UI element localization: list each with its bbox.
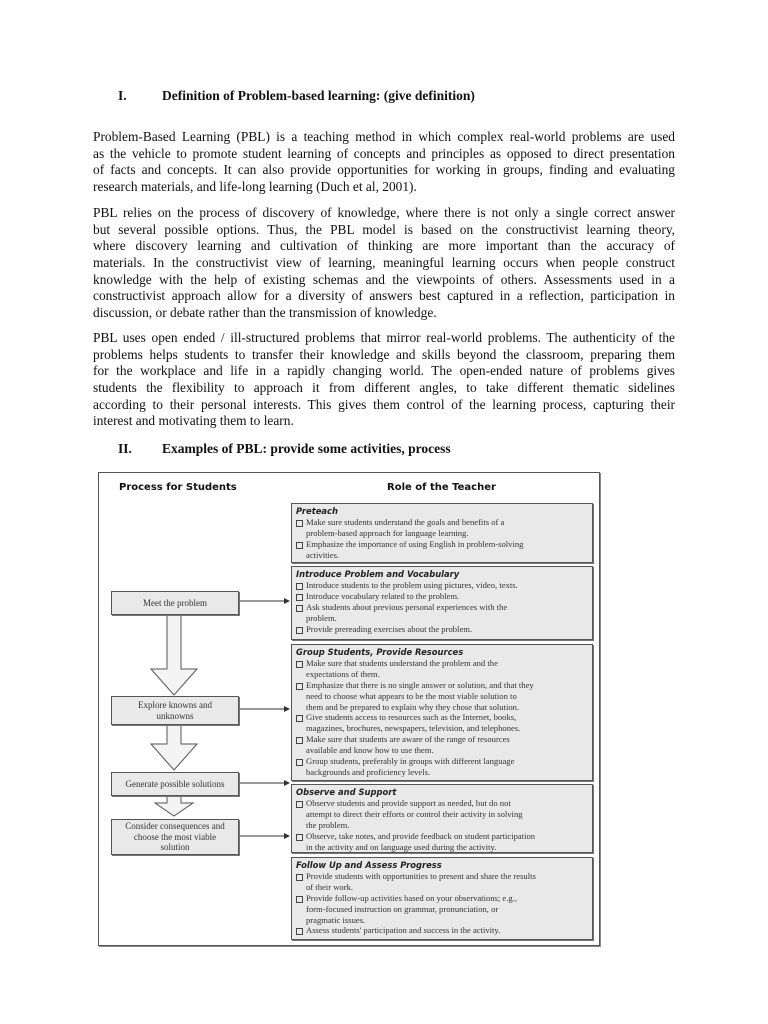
teacher-role-item-line: activities. [306, 549, 340, 560]
down-arrow-2 [151, 724, 197, 770]
student-step-text: Generate possible solutions [125, 778, 225, 789]
paragraph-discovery [93, 205, 675, 322]
teacher-role-item [296, 925, 588, 936]
section-2-title: Examples of PBL: provide some activities, process [162, 441, 451, 456]
teacher-role-item [296, 756, 588, 778]
process-for-students-heading: Process for Students [119, 482, 237, 493]
paragraph-line: interest and motivating them to learn. [93, 413, 294, 429]
teacher-role-item [296, 602, 588, 624]
teacher-role-item-line: Group students, preferably in groups with different language [306, 756, 515, 767]
teacher-role-title: Observe and Support [296, 787, 397, 797]
section-1-title: Definition of Problem-based learning: (give definition) [162, 88, 475, 103]
teacher-role-item [296, 712, 588, 734]
teacher-role-item-line: Provide follow-up activities based on your observations; e.g., [306, 892, 517, 903]
checkbox-bullet-icon [296, 661, 303, 668]
student-step-text: unknowns [156, 710, 194, 721]
teacher-role-item-line: magazines, brochures, newspapers, television, and telephones. [306, 723, 521, 734]
teacher-role-item-line: form-focused instruction on grammar, pronunciation, or [306, 903, 499, 914]
paragraph-line: knowledge with the help of existing schemas and the viewpoints of others. Assessments used in a [93, 271, 675, 287]
teacher-role-item-line: Introduce students to the problem using pictures, video, texts. [306, 579, 518, 590]
teacher-role-item [296, 580, 588, 591]
teacher-role-item [296, 539, 588, 561]
teacher-role-item-line: attempt to direct their efforts or control their activity in solving [306, 808, 523, 819]
teacher-role-box [291, 784, 593, 853]
checkbox-bullet-icon [296, 542, 303, 549]
teacher-role-item-line: of their work. [306, 881, 354, 892]
checkbox-bullet-icon [296, 874, 303, 881]
teacher-role-item [296, 831, 588, 853]
checkbox-bullet-icon [296, 594, 303, 601]
teacher-role-item-line: Observe students and provide support as needed, but do not [306, 797, 511, 808]
teacher-role-item-line: Give students access to resources such as the Internet, books, [306, 712, 517, 723]
checkbox-bullet-icon [296, 759, 303, 766]
teacher-role-item-line: available and know how to use them. [306, 745, 434, 756]
checkbox-bullet-icon [296, 583, 303, 590]
paragraph-line: constructivist approach allow for a diversity of answers best captured in a reflection, participation in [93, 288, 675, 304]
paragraph-line: as the vehicle to promote student learning of concepts and principles as opposed to direct presentation [93, 145, 675, 161]
checkbox-bullet-icon [296, 627, 303, 634]
paragraph-line: problems helps students to transfer their knowledge and skills beyond the classroom, preparing them [93, 346, 675, 362]
teacher-role-item-line: Provide students with opportunities to present and share the results [306, 870, 536, 881]
teacher-role-item [296, 658, 588, 680]
section-1-numeral: I. [118, 88, 127, 103]
teacher-role-item-line: Emphasize the importance of using English in problem-solving [306, 538, 524, 549]
student-step-box [111, 819, 239, 855]
paragraph-line: but several possible options. Thus, the PBL model is based on the constructivist learning theory, [93, 221, 675, 237]
section-2-numeral: II. [118, 441, 132, 456]
paragraph-open-ended [93, 330, 675, 430]
teacher-role-title: Preteach [296, 506, 338, 516]
teacher-role-item-line: Introduce vocabulary related to the problem. [306, 590, 460, 601]
down-arrow-3 [155, 795, 193, 816]
teacher-role-item-line: expectations of them. [306, 668, 380, 679]
paragraph-line: PBL uses open ended / ill-structured problems that mirror real-world problems. The authenticity of the [93, 330, 675, 345]
teacher-role-item-line: Make sure that students understand the problem and the [306, 657, 498, 668]
checkbox-bullet-icon [296, 715, 303, 722]
paragraph-line: PBL relies on the process of discovery of knowledge, where there is not only a single correct answer [93, 205, 675, 220]
teacher-role-item-line: Emphasize that there is no single answer or solution, and that they [306, 679, 534, 690]
checkbox-bullet-icon [296, 605, 303, 612]
teacher-role-item [296, 871, 588, 893]
student-step-text: Explore knowns and [138, 700, 212, 710]
teacher-role-item-line: problem-based approach for language learning. [306, 527, 469, 538]
paragraph-line: materials. In the constructivist view of learning, meaningful learning occurs when people construct [93, 255, 675, 271]
teacher-role-item-line: them and be prepared to explain why they chose that solution. [306, 701, 520, 712]
paragraph-line: students the flexibility to approach it from different angles, to take different thematic sidelines [93, 380, 675, 396]
student-step-box [111, 696, 239, 725]
down-arrow-1 [151, 613, 197, 695]
teacher-role-item [296, 591, 588, 602]
paragraph-line: Problem-Based Learning (PBL) is a teaching method in which complex real-world problems are used [93, 129, 675, 144]
checkbox-bullet-icon [296, 683, 303, 690]
teacher-role-item-line: pragmatic issues. [306, 914, 366, 925]
student-step-text: solution [160, 842, 190, 853]
paragraph-line: for the workplace and life in a rapidly changing world. The open-ended nature of problems gives [93, 363, 675, 379]
teacher-role-box [291, 503, 593, 563]
teacher-role-title: Follow Up and Assess Progress [296, 860, 442, 870]
paragraph-line: according to their personal interests. This gives them control of the learning process, capturing their [93, 396, 675, 412]
pbl-process-diagram [98, 472, 600, 946]
teacher-role-item-line: Make sure students understand the goals and benefits of a [306, 516, 505, 527]
teacher-role-item-line: Assess students' participation and success in the activity. [306, 925, 501, 936]
teacher-role-box [291, 566, 593, 640]
checkbox-bullet-icon [296, 928, 303, 935]
checkbox-bullet-icon [296, 520, 303, 527]
role-of-teacher-heading: Role of the Teacher [387, 482, 496, 493]
checkbox-bullet-icon [296, 896, 303, 903]
teacher-role-item [296, 680, 588, 713]
teacher-role-item-line: backgrounds and proficiency levels. [306, 766, 431, 777]
teacher-role-item-line: Provide prereading exercises about the problem. [306, 623, 473, 634]
teacher-role-item [296, 798, 588, 831]
teacher-role-title: Introduce Problem and Vocabulary [296, 569, 460, 579]
student-step-box [111, 772, 239, 796]
teacher-role-item-line: the problem. [306, 819, 350, 830]
teacher-role-item-line: Ask students about previous personal experiences with the [306, 601, 508, 612]
student-step-text: choose the most viable [133, 831, 217, 842]
teacher-role-box [291, 644, 593, 781]
paragraph-line: research materials, and life-long learning (Duch et al, 2001). [93, 179, 417, 195]
checkbox-bullet-icon [296, 737, 303, 744]
teacher-role-item [296, 893, 588, 926]
paragraph-line: discussion, or debate rather than the transmission of knowledge. [93, 305, 437, 321]
checkbox-bullet-icon [296, 801, 303, 808]
student-step-text: Meet the problem [143, 597, 207, 608]
teacher-role-item-line: need to choose what appears to be the most viable solution to [306, 690, 517, 701]
checkbox-bullet-icon [296, 834, 303, 841]
teacher-role-item [296, 624, 588, 635]
teacher-role-title: Group Students, Provide Resources [296, 647, 464, 657]
paragraph-line: where discovery learning and cultivation of thinking are more important than the accuracy of [93, 238, 675, 254]
paragraph-definition [93, 129, 675, 196]
teacher-role-item [296, 734, 588, 756]
teacher-role-box [291, 857, 593, 940]
student-step-box [111, 591, 239, 615]
teacher-role-item-line: in the activity and on language used during the activity. [306, 841, 497, 852]
teacher-role-item-line: problem. [306, 612, 337, 623]
paragraph-line: of facts and concepts. It can also provide opportunities for working in groups, finding and evaluating [93, 162, 675, 178]
student-step-text: Consider consequences and [125, 821, 225, 832]
teacher-role-item [296, 517, 588, 539]
teacher-role-item-line: Make sure that students are aware of the range of resources [306, 734, 510, 745]
teacher-role-item-line: Observe, take notes, and provide feedback on student participation [306, 830, 536, 841]
